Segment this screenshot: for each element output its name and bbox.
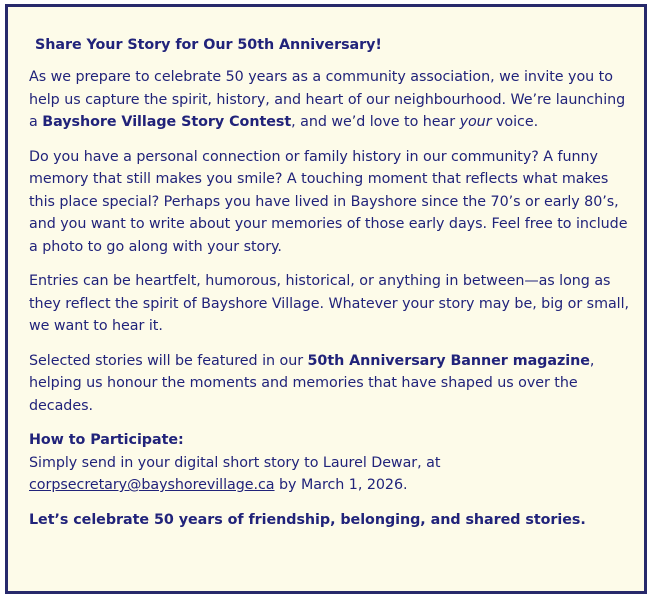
entries-paragraph: Entries can be heartfelt, humorous, historical, or anything in between—as long as they reflect the spirit of Bayshore Village. Whatever your story may be, big or small, we want to hear it. [29, 273, 629, 334]
intro-text-1: As we prepare to celebrate 50 years as a community association, we invite you to help us capture the spirit, history, and heart of our neighbourhood. We’re launching a [29, 69, 626, 130]
closing-line: Let’s celebrate 50 years of friendship, belonging, and shared stories. [29, 511, 586, 528]
participate-section [29, 429, 633, 497]
participate-heading: How to Participate: [29, 432, 184, 448]
intro-paragraph [29, 66, 633, 134]
intro-text-2: , and we’d love to hear [291, 114, 460, 130]
featured-paragraph [29, 350, 633, 418]
magazine-name: 50th Anniversary Banner magazine [307, 352, 590, 369]
contest-name: Bayshore Village Story Contest [42, 114, 292, 130]
featured-text-2: , helping us honour the moments and memories that have shaped us over the decades. [29, 352, 595, 414]
participate-text-2: by March 1, 2026. [274, 477, 408, 493]
intro-text-3: voice. [491, 114, 539, 130]
intro-emphasis: your [459, 114, 492, 130]
participate-text-1: Simply send in your digital short story to Laurel Dewar, at [29, 454, 441, 471]
email-link[interactable]: corpsecretary@bayshorevillage.ca [29, 477, 275, 493]
announcement-title: Share Your Story for Our 50th Anniversary! [35, 37, 382, 53]
connection-paragraph: Do you have a personal connection or family history in our community? A funny memory that still makes you smile? A touching moment that reflects what makes this place special? Perhaps you have lived in Bayshore since the 70’s or early 80’s, and you want to write about your memories of those early days. Feel free to include a photo to go along with your story. [29, 148, 628, 255]
announcement-box [5, 4, 647, 594]
featured-text-1: Selected stories will be featured in our [29, 352, 308, 369]
announcement-content [29, 35, 633, 543]
